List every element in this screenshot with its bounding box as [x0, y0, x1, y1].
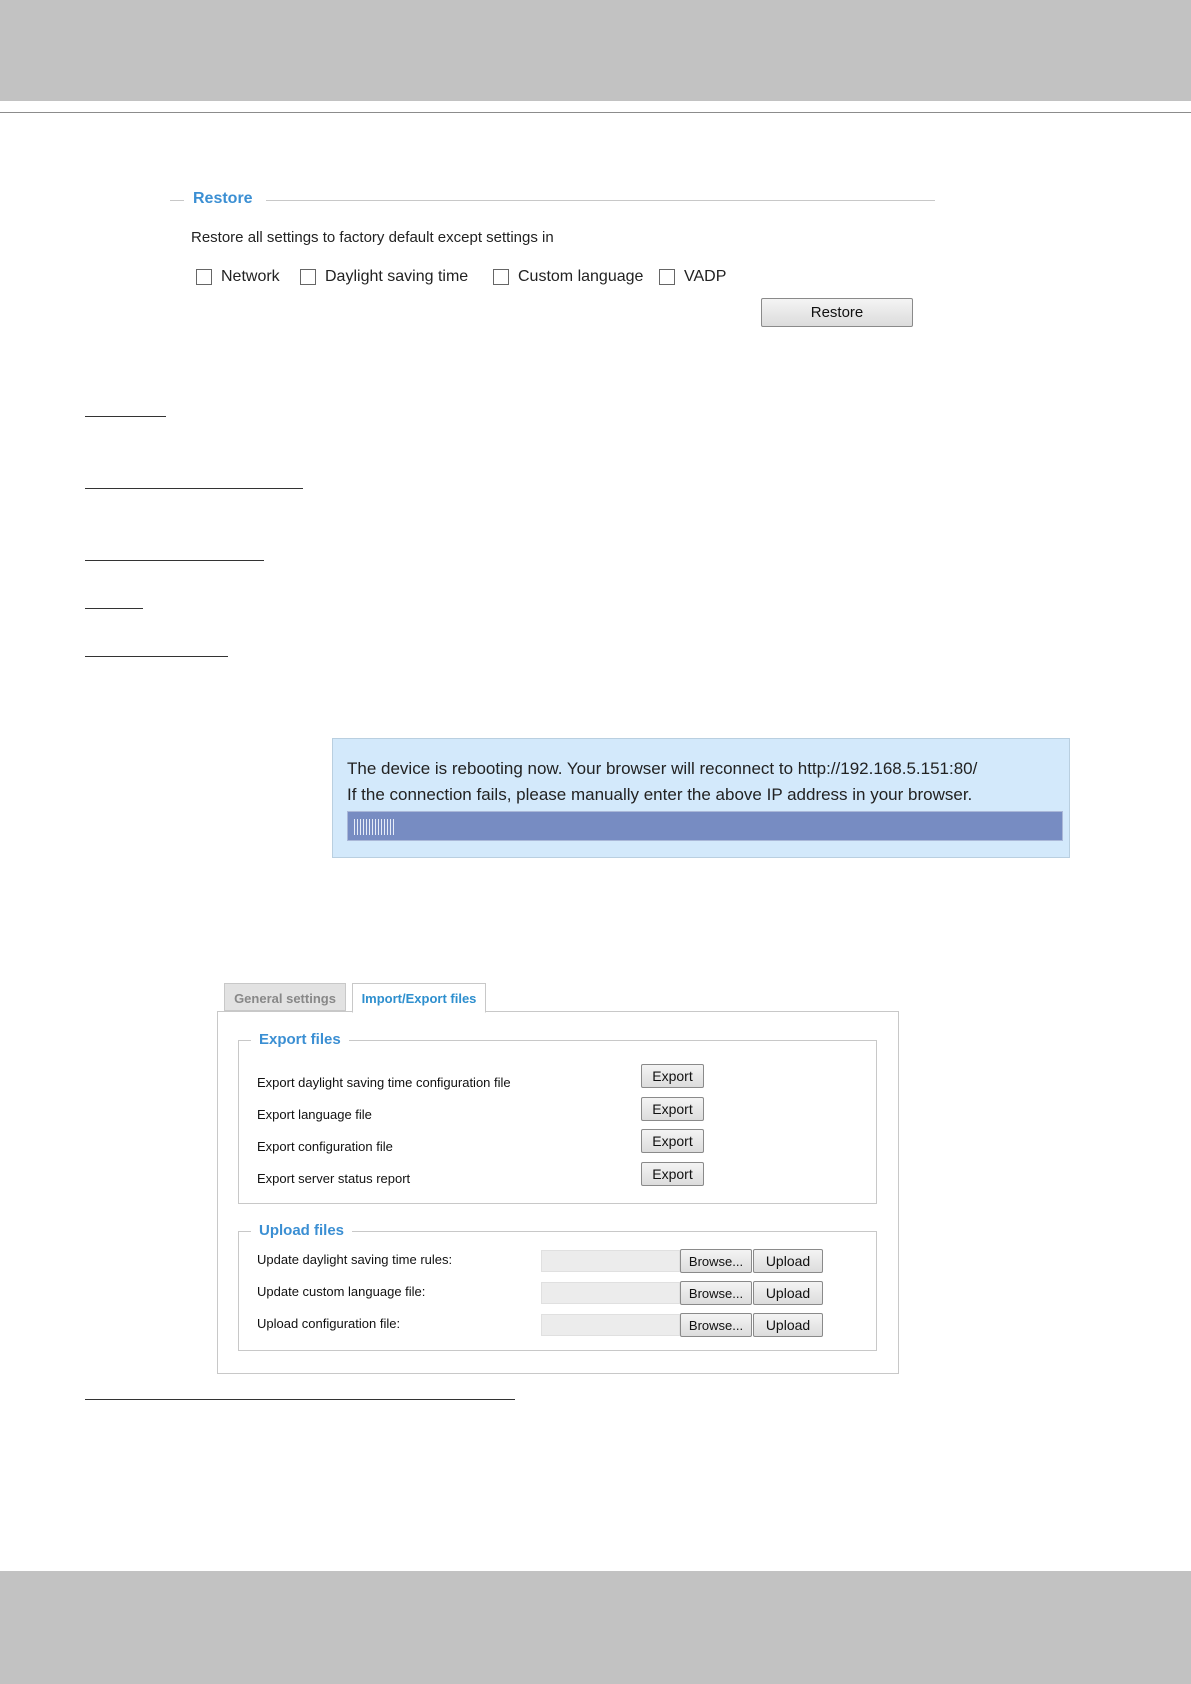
export-row-label: Export daylight saving time configuration file: [257, 1075, 511, 1090]
reboot-notice: [332, 738, 1070, 858]
progress-tick: [381, 819, 382, 835]
option-label: Daylight saving time: [325, 268, 469, 285]
option-daylight-saving[interactable]: [300, 268, 468, 286]
progress-tick: [393, 819, 394, 835]
tab-import-export-files[interactable]: Import/Export files: [352, 983, 486, 1013]
progress-tick: [390, 819, 391, 835]
option-custom-language[interactable]: [493, 268, 643, 286]
underline-placeholder: [85, 656, 228, 657]
reboot-message-line1: The device is rebooting now. Your browser will reconnect to http://192.168.5.151:80/: [347, 759, 978, 778]
upload-files-legend: Upload files: [251, 1222, 352, 1239]
option-network[interactable]: [196, 268, 280, 286]
underline-placeholder: [85, 416, 166, 417]
progress-ticks: [354, 819, 394, 835]
export-row-label: Export language file: [257, 1107, 372, 1122]
reboot-progress-bar: [347, 811, 1063, 841]
custom-language-checkbox[interactable]: [493, 269, 509, 285]
upload-row-label: Update custom language file:: [257, 1284, 426, 1299]
import-export-panel: [217, 1011, 899, 1374]
upload-button[interactable]: Upload: [753, 1313, 823, 1337]
file-path-input[interactable]: [541, 1282, 680, 1304]
progress-tick: [354, 819, 355, 835]
progress-tick: [360, 819, 361, 835]
underline-placeholder: [85, 488, 303, 489]
upload-button[interactable]: Upload: [753, 1281, 823, 1305]
fieldset-border-right: [266, 200, 935, 201]
browse-button[interactable]: Browse...: [680, 1281, 752, 1305]
progress-tick: [378, 819, 379, 835]
restore-button[interactable]: Restore: [761, 298, 913, 327]
export-row-label: Export configuration file: [257, 1139, 393, 1154]
option-label: Custom language: [518, 268, 644, 285]
browse-button[interactable]: Browse...: [680, 1249, 752, 1273]
progress-tick: [357, 819, 358, 835]
export-configuration-button[interactable]: Export: [641, 1129, 704, 1153]
upload-row-label: Upload configuration file:: [257, 1316, 401, 1331]
fieldset-border-left: [170, 200, 184, 201]
progress-tick: [384, 819, 385, 835]
export-server-status-button[interactable]: Export: [641, 1162, 704, 1186]
export-files-group: [238, 1031, 877, 1204]
page-footer-band: [0, 1571, 1191, 1684]
reboot-message-line2: If the connection fails, please manually enter the above IP address in your browser.: [347, 785, 973, 804]
underline-placeholder: [85, 560, 264, 561]
upload-files-group: [238, 1222, 877, 1351]
upload-row-label: Update daylight saving time rules:: [257, 1252, 453, 1267]
header-divider: [0, 112, 1191, 113]
page-header-band: [0, 0, 1191, 101]
tab-general-settings[interactable]: General settings: [224, 983, 346, 1011]
export-files-legend: Export files: [251, 1031, 349, 1048]
underline-placeholder: [85, 608, 143, 609]
export-daylight-saving-button[interactable]: Export: [641, 1064, 704, 1088]
progress-fill: [348, 812, 1062, 840]
progress-tick: [387, 819, 388, 835]
file-path-input[interactable]: [541, 1250, 680, 1272]
vadp-checkbox[interactable]: [659, 269, 675, 285]
file-path-input[interactable]: [541, 1314, 680, 1336]
option-label: VADP: [684, 268, 727, 285]
option-vadp[interactable]: [659, 268, 726, 286]
progress-tick: [363, 819, 364, 835]
progress-tick: [369, 819, 370, 835]
export-row-label: Export server status report: [257, 1171, 411, 1186]
progress-tick: [372, 819, 373, 835]
restore-legend: Restore: [193, 190, 253, 207]
upload-button[interactable]: Upload: [753, 1249, 823, 1273]
option-label: Network: [221, 268, 280, 285]
browse-button[interactable]: Browse...: [680, 1313, 752, 1337]
export-language-button[interactable]: Export: [641, 1097, 704, 1121]
progress-tick: [366, 819, 367, 835]
restore-description: Restore all settings to factory default except settings in: [191, 229, 554, 246]
daylight-saving-checkbox[interactable]: [300, 269, 316, 285]
network-checkbox[interactable]: [196, 269, 212, 285]
underline-placeholder: [85, 1399, 515, 1400]
progress-tick: [375, 819, 376, 835]
